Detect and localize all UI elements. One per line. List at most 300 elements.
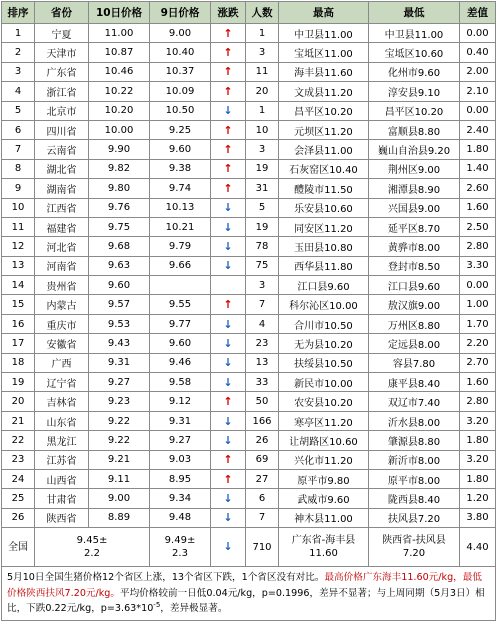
up-arrow-icon: ↑ bbox=[223, 46, 233, 60]
table-row bbox=[2, 295, 496, 314]
cell-price-10: 9.76 bbox=[89, 198, 150, 217]
cell-change bbox=[211, 198, 246, 217]
cell-count: 7 bbox=[246, 295, 279, 314]
cell-highest: 兴化市11.20 bbox=[279, 450, 369, 469]
cell-rank: 26 bbox=[2, 508, 35, 527]
cell-rank: 17 bbox=[2, 334, 35, 353]
up-arrow-icon: ↑ bbox=[223, 65, 233, 79]
cell-change bbox=[211, 334, 246, 353]
table-row bbox=[2, 431, 496, 450]
up-arrow-icon: ↑ bbox=[223, 26, 233, 40]
cell-price-9: 9.66 bbox=[150, 256, 211, 275]
cell-price-9: 9.58 bbox=[150, 373, 211, 392]
total-lowest: 陕西省-扶风县 7.20 bbox=[369, 528, 460, 567]
cell-difference: 0.00 bbox=[460, 276, 496, 295]
table-row bbox=[2, 198, 496, 217]
cell-difference: 2.70 bbox=[460, 353, 496, 372]
cell-change bbox=[211, 179, 246, 198]
cell-rank: 15 bbox=[2, 295, 35, 314]
cell-price-10: 9.53 bbox=[89, 314, 150, 333]
cell-change bbox=[211, 450, 246, 469]
table-row bbox=[2, 256, 496, 275]
cell-highest: 石灰窑区10.40 bbox=[279, 159, 369, 178]
cell-price-9: 9.03 bbox=[150, 450, 211, 469]
cell-price-9: 10.37 bbox=[150, 62, 211, 81]
table-header-row bbox=[2, 2, 496, 24]
header-highest: 最高 bbox=[279, 2, 369, 24]
cell-highest: 寒亭区11.20 bbox=[279, 411, 369, 430]
table-row bbox=[2, 140, 496, 159]
cell-price-10: 9.80 bbox=[89, 179, 150, 198]
cell-province: 江苏省 bbox=[35, 450, 89, 469]
cell-difference: 3.80 bbox=[460, 508, 496, 527]
cell-province: 贵州省 bbox=[35, 276, 89, 295]
cell-difference: 2.10 bbox=[460, 82, 496, 101]
cell-highest: 玉田县10.80 bbox=[279, 237, 369, 256]
cell-price-10: 9.31 bbox=[89, 353, 150, 372]
table-row bbox=[2, 450, 496, 469]
cell-highest: 无为县10.20 bbox=[279, 334, 369, 353]
cell-lowest: 容县7.80 bbox=[369, 353, 460, 372]
cell-price-10: 9.60 bbox=[89, 276, 150, 295]
cell-highest: 武威市9.60 bbox=[279, 489, 369, 508]
cell-count: 27 bbox=[246, 469, 279, 488]
cell-province: 广西 bbox=[35, 353, 89, 372]
total-change-arrow bbox=[211, 528, 246, 567]
cell-highest: 同安区11.20 bbox=[279, 217, 369, 236]
total-row bbox=[2, 528, 496, 567]
cell-difference: 1.80 bbox=[460, 431, 496, 450]
table-row bbox=[2, 373, 496, 392]
cell-count: 3 bbox=[246, 276, 279, 295]
cell-province: 河南省 bbox=[35, 256, 89, 275]
cell-difference: 0.40 bbox=[460, 43, 496, 62]
header-count: 人数 bbox=[246, 2, 279, 24]
up-arrow-icon: ↑ bbox=[223, 181, 233, 195]
cell-lowest: 黄骅市8.00 bbox=[369, 237, 460, 256]
up-arrow-icon: ↑ bbox=[223, 123, 233, 137]
cell-rank: 7 bbox=[2, 140, 35, 159]
cell-change bbox=[211, 411, 246, 430]
cell-count: 10 bbox=[246, 120, 279, 139]
cell-province: 黑龙江 bbox=[35, 431, 89, 450]
table-row bbox=[2, 24, 496, 43]
cell-highest: 海丰县11.60 bbox=[279, 62, 369, 81]
table-row bbox=[2, 217, 496, 236]
up-arrow-icon: ↑ bbox=[223, 84, 233, 98]
cell-price-10: 9.90 bbox=[89, 140, 150, 159]
cell-rank: 10 bbox=[2, 198, 35, 217]
table-row bbox=[2, 101, 496, 120]
cell-rank: 23 bbox=[2, 450, 35, 469]
cell-province: 江西省 bbox=[35, 198, 89, 217]
cell-difference: 1.00 bbox=[460, 295, 496, 314]
header-price-10: 10日价格 bbox=[89, 2, 150, 24]
cell-province: 吉林省 bbox=[35, 392, 89, 411]
up-arrow-icon: ↑ bbox=[223, 162, 233, 176]
cell-rank: 6 bbox=[2, 120, 35, 139]
cell-difference: 2.50 bbox=[460, 217, 496, 236]
cell-lowest: 康平县8.40 bbox=[369, 373, 460, 392]
table-row bbox=[2, 82, 496, 101]
cell-price-9: 9.12 bbox=[150, 392, 211, 411]
cell-change bbox=[211, 373, 246, 392]
cell-highest: 农安县10.20 bbox=[279, 392, 369, 411]
cell-rank: 9 bbox=[2, 179, 35, 198]
down-arrow-icon: ↓ bbox=[223, 511, 233, 525]
cell-count: 19 bbox=[246, 217, 279, 236]
cell-difference: 2.40 bbox=[460, 120, 496, 139]
up-arrow-icon: ↑ bbox=[223, 298, 233, 312]
cell-price-10: 8.89 bbox=[89, 508, 150, 527]
cell-highest: 西华县11.80 bbox=[279, 256, 369, 275]
table-row bbox=[2, 334, 496, 353]
cell-price-9: 9.34 bbox=[150, 489, 211, 508]
cell-province: 湖北省 bbox=[35, 159, 89, 178]
cell-lowest: 万州区8.80 bbox=[369, 314, 460, 333]
cell-change bbox=[211, 140, 246, 159]
cell-price-9: 9.00 bbox=[150, 24, 211, 43]
cell-price-9: 8.95 bbox=[150, 469, 211, 488]
cell-price-9: 9.48 bbox=[150, 508, 211, 527]
cell-province: 四川省 bbox=[35, 120, 89, 139]
cell-province: 北京市 bbox=[35, 101, 89, 120]
table-row bbox=[2, 489, 496, 508]
cell-price-10: 9.68 bbox=[89, 237, 150, 256]
cell-difference: 1.70 bbox=[460, 314, 496, 333]
down-arrow-icon: ↓ bbox=[223, 317, 233, 331]
cell-price-9: 9.38 bbox=[150, 159, 211, 178]
cell-lowest: 陇西县8.40 bbox=[369, 489, 460, 508]
down-arrow-icon: ↓ bbox=[223, 433, 233, 447]
cell-count: 20 bbox=[246, 82, 279, 101]
table-row bbox=[2, 159, 496, 178]
cell-lowest: 昌平区10.20 bbox=[369, 101, 460, 120]
cell-highest: 原平市9.80 bbox=[279, 469, 369, 488]
cell-lowest: 扶风县7.20 bbox=[369, 508, 460, 527]
cell-lowest: 湘潭县8.90 bbox=[369, 179, 460, 198]
cell-count: 1 bbox=[246, 101, 279, 120]
cell-lowest: 肇源县8.80 bbox=[369, 431, 460, 450]
cell-change bbox=[211, 256, 246, 275]
cell-change bbox=[211, 43, 246, 62]
pig-price-table bbox=[1, 1, 496, 621]
cell-rank: 11 bbox=[2, 217, 35, 236]
cell-lowest: 延平区8.70 bbox=[369, 217, 460, 236]
cell-province: 云南省 bbox=[35, 140, 89, 159]
summary-note: 5月10日全国生猪价格12个省区上涨，13个省区下跌，1个省区没有对比。最高价格广东海丰11.60元/kg，最低价格陕西扶风7.20元/kg。平均价格较前一日低0.04元/kg，p=0.1996，差异不显著；与上周同期（5月3日）相比，下跌0.22元/kg，$p=3.63*10^{-5}$，差异极显著。 bbox=[2, 567, 496, 621]
cell-change bbox=[211, 314, 246, 333]
cell-count: 50 bbox=[246, 392, 279, 411]
cell-count: 19 bbox=[246, 159, 279, 178]
cell-province: 天津市 bbox=[35, 43, 89, 62]
cell-lowest: 定远县8.00 bbox=[369, 334, 460, 353]
cell-change bbox=[211, 469, 246, 488]
down-arrow-icon: ↓ bbox=[223, 492, 233, 506]
cell-price-9: 9.46 bbox=[150, 353, 211, 372]
cell-rank: 16 bbox=[2, 314, 35, 333]
cell-province: 内蒙古 bbox=[35, 295, 89, 314]
cell-count: 26 bbox=[246, 431, 279, 450]
cell-rank: 18 bbox=[2, 353, 35, 372]
cell-lowest: 新沂市8.00 bbox=[369, 450, 460, 469]
cell-province: 山东省 bbox=[35, 411, 89, 430]
table-row bbox=[2, 411, 496, 430]
table-row bbox=[2, 469, 496, 488]
cell-change bbox=[211, 276, 246, 295]
cell-lowest: 兴国县9.00 bbox=[369, 198, 460, 217]
down-arrow-icon: ↓ bbox=[223, 356, 233, 370]
cell-rank: 5 bbox=[2, 101, 35, 120]
summary-note-row bbox=[2, 567, 496, 621]
cell-lowest: 中卫县11.00 bbox=[369, 24, 460, 43]
cell-change bbox=[211, 489, 246, 508]
cell-change bbox=[211, 431, 246, 450]
table-row bbox=[2, 508, 496, 527]
header-province: 省份 bbox=[35, 2, 89, 24]
cell-difference: 3.20 bbox=[460, 411, 496, 430]
table-row bbox=[2, 120, 496, 139]
cell-difference: 0.00 bbox=[460, 24, 496, 43]
cell-difference: 1.80 bbox=[460, 469, 496, 488]
cell-price-10: 9.75 bbox=[89, 217, 150, 236]
cell-difference: 0.00 bbox=[460, 101, 496, 120]
cell-rank: 22 bbox=[2, 431, 35, 450]
header-lowest: 最低 bbox=[369, 2, 460, 24]
cell-lowest: 化州市9.60 bbox=[369, 62, 460, 81]
down-arrow-icon: ↓ bbox=[223, 414, 233, 428]
cell-price-9: 9.31 bbox=[150, 411, 211, 430]
cell-highest: 文成县11.20 bbox=[279, 82, 369, 101]
cell-highest: 科尔沁区10.00 bbox=[279, 295, 369, 314]
cell-price-9: 10.13 bbox=[150, 198, 211, 217]
cell-price-10: 9.82 bbox=[89, 159, 150, 178]
cell-rank: 4 bbox=[2, 82, 35, 101]
cell-province: 甘肃省 bbox=[35, 489, 89, 508]
cell-price-9: 10.40 bbox=[150, 43, 211, 62]
cell-difference: 2.80 bbox=[460, 392, 496, 411]
cell-price-10: 10.22 bbox=[89, 82, 150, 101]
cell-change bbox=[211, 392, 246, 411]
cell-price-10: 9.23 bbox=[89, 392, 150, 411]
table-row bbox=[2, 276, 496, 295]
cell-rank: 3 bbox=[2, 62, 35, 81]
cell-highest: 中卫县11.00 bbox=[279, 24, 369, 43]
cell-count: 33 bbox=[246, 373, 279, 392]
cell-price-9: 9.77 bbox=[150, 314, 211, 333]
up-arrow-icon: ↑ bbox=[223, 453, 233, 467]
cell-difference: 1.60 bbox=[460, 373, 496, 392]
header-rank: 排序 bbox=[2, 2, 35, 24]
cell-change bbox=[211, 120, 246, 139]
cell-lowest: 宝坻区10.60 bbox=[369, 43, 460, 62]
cell-difference: 1.40 bbox=[460, 159, 496, 178]
cell-count: 6 bbox=[246, 489, 279, 508]
cell-price-10: 10.46 bbox=[89, 62, 150, 81]
cell-lowest: 沂水县8.00 bbox=[369, 411, 460, 430]
cell-rank: 24 bbox=[2, 469, 35, 488]
cell-province: 宁夏 bbox=[35, 24, 89, 43]
cell-highest: 醴陵市11.50 bbox=[279, 179, 369, 198]
cell-count: 75 bbox=[246, 256, 279, 275]
table-row bbox=[2, 353, 496, 372]
cell-change bbox=[211, 24, 246, 43]
cell-rank: 20 bbox=[2, 392, 35, 411]
table-row bbox=[2, 43, 496, 62]
cell-price-10: 11.00 bbox=[89, 24, 150, 43]
cell-province: 山西省 bbox=[35, 469, 89, 488]
cell-price-9: 9.25 bbox=[150, 120, 211, 139]
cell-count: 23 bbox=[246, 334, 279, 353]
cell-price-10: 10.87 bbox=[89, 43, 150, 62]
cell-difference: 3.20 bbox=[460, 450, 496, 469]
cell-province: 安徽省 bbox=[35, 334, 89, 353]
cell-difference: 1.80 bbox=[460, 140, 496, 159]
total-label: 全国 bbox=[2, 528, 35, 567]
cell-difference: 1.60 bbox=[460, 198, 496, 217]
cell-highest: 会泽县11.00 bbox=[279, 140, 369, 159]
cell-price-10: 9.57 bbox=[89, 295, 150, 314]
cell-rank: 21 bbox=[2, 411, 35, 430]
cell-count: 13 bbox=[246, 353, 279, 372]
cell-rank: 2 bbox=[2, 43, 35, 62]
cell-highest: 扶绥县10.50 bbox=[279, 353, 369, 372]
table-row bbox=[2, 237, 496, 256]
up-arrow-icon: ↑ bbox=[223, 472, 233, 486]
cell-price-10: 9.43 bbox=[89, 334, 150, 353]
cell-price-10: 9.63 bbox=[89, 256, 150, 275]
cell-province: 广东省 bbox=[35, 62, 89, 81]
cell-price-10: 9.22 bbox=[89, 411, 150, 430]
cell-change bbox=[211, 217, 246, 236]
cell-change bbox=[211, 82, 246, 101]
up-arrow-icon: ↑ bbox=[223, 143, 233, 157]
cell-rank: 8 bbox=[2, 159, 35, 178]
cell-difference: 3.30 bbox=[460, 256, 496, 275]
cell-lowest: 登封市8.50 bbox=[369, 256, 460, 275]
cell-price-10: 10.00 bbox=[89, 120, 150, 139]
cell-highest: 元坝区11.20 bbox=[279, 120, 369, 139]
cell-rank: 12 bbox=[2, 237, 35, 256]
cell-province: 重庆市 bbox=[35, 314, 89, 333]
cell-price-9: 9.74 bbox=[150, 179, 211, 198]
cell-count: 1 bbox=[246, 24, 279, 43]
cell-price-9: 10.50 bbox=[150, 101, 211, 120]
total-highest: 广东省-海丰县 11.60 bbox=[279, 528, 369, 567]
cell-province: 福建省 bbox=[35, 217, 89, 236]
cell-price-9: 10.21 bbox=[150, 217, 211, 236]
cell-highest: 神木县11.00 bbox=[279, 508, 369, 527]
cell-price-9: 9.79 bbox=[150, 237, 211, 256]
cell-highest: 宝坻区11.00 bbox=[279, 43, 369, 62]
cell-lowest: 江口县9.60 bbox=[369, 276, 460, 295]
cell-price-10: 9.21 bbox=[89, 450, 150, 469]
cell-change bbox=[211, 159, 246, 178]
down-arrow-icon: ↓ bbox=[223, 220, 233, 234]
down-arrow-icon: ↓ bbox=[223, 201, 233, 215]
cell-difference: 1.20 bbox=[460, 489, 496, 508]
cell-lowest: 荆州区9.00 bbox=[369, 159, 460, 178]
cell-count: 69 bbox=[246, 450, 279, 469]
cell-count: 4 bbox=[246, 314, 279, 333]
cell-lowest: 原平市8.00 bbox=[369, 469, 460, 488]
down-arrow-icon: ↓ bbox=[223, 259, 233, 273]
cell-province: 辽宁省 bbox=[35, 373, 89, 392]
cell-count: 166 bbox=[246, 411, 279, 430]
table-row bbox=[2, 179, 496, 198]
cell-province: 河北省 bbox=[35, 237, 89, 256]
cell-price-9: 9.55 bbox=[150, 295, 211, 314]
cell-province: 湖南省 bbox=[35, 179, 89, 198]
cell-difference: 2.60 bbox=[460, 179, 496, 198]
cell-province: 浙江省 bbox=[35, 82, 89, 101]
cell-lowest: 巍山自治县9.20 bbox=[369, 140, 460, 159]
header-difference: 差值 bbox=[460, 2, 496, 24]
cell-rank: 14 bbox=[2, 276, 35, 295]
cell-rank: 25 bbox=[2, 489, 35, 508]
cell-lowest: 敖汉旗9.00 bbox=[369, 295, 460, 314]
cell-highest: 江口县9.60 bbox=[279, 276, 369, 295]
cell-price-10: 9.00 bbox=[89, 489, 150, 508]
cell-province: 陕西省 bbox=[35, 508, 89, 527]
down-arrow-icon: ↓ bbox=[223, 540, 233, 554]
cell-difference: 2.00 bbox=[460, 62, 496, 81]
header-change: 涨跌 bbox=[211, 2, 246, 24]
cell-difference: 2.20 bbox=[460, 334, 496, 353]
total-price-10: 9.45± 2.2 bbox=[35, 528, 150, 567]
cell-count: 78 bbox=[246, 237, 279, 256]
down-arrow-icon: ↓ bbox=[223, 336, 233, 350]
cell-price-10: 9.27 bbox=[89, 373, 150, 392]
cell-change bbox=[211, 295, 246, 314]
cell-change bbox=[211, 237, 246, 256]
cell-count: 31 bbox=[246, 179, 279, 198]
table-row bbox=[2, 392, 496, 411]
cell-rank: 19 bbox=[2, 373, 35, 392]
cell-count: 5 bbox=[246, 198, 279, 217]
header-price-9: 9日价格 bbox=[150, 2, 211, 24]
cell-price-10: 9.22 bbox=[89, 431, 150, 450]
cell-price-9: 9.60 bbox=[150, 334, 211, 353]
up-arrow-icon: ↑ bbox=[223, 395, 233, 409]
down-arrow-icon: ↓ bbox=[223, 104, 233, 118]
cell-price-10: 9.11 bbox=[89, 469, 150, 488]
down-arrow-icon: ↓ bbox=[223, 239, 233, 253]
cell-change bbox=[211, 353, 246, 372]
cell-price-9: 10.09 bbox=[150, 82, 211, 101]
cell-highest: 合川市10.50 bbox=[279, 314, 369, 333]
cell-count: 3 bbox=[246, 43, 279, 62]
total-difference: 4.40 bbox=[460, 528, 496, 567]
cell-rank: 13 bbox=[2, 256, 35, 275]
down-arrow-icon: ↓ bbox=[223, 375, 233, 389]
cell-price-10: 10.20 bbox=[89, 101, 150, 120]
cell-highest: 新民市10.00 bbox=[279, 373, 369, 392]
cell-rank: 1 bbox=[2, 24, 35, 43]
cell-price-9: 9.60 bbox=[150, 140, 211, 159]
table-row bbox=[2, 314, 496, 333]
cell-lowest: 双辽市7.40 bbox=[369, 392, 460, 411]
cell-price-9 bbox=[150, 276, 211, 295]
total-count: 710 bbox=[246, 528, 279, 567]
cell-count: 7 bbox=[246, 508, 279, 527]
price-table-container bbox=[1, 1, 495, 621]
cell-change bbox=[211, 101, 246, 120]
cell-count: 11 bbox=[246, 62, 279, 81]
cell-price-9: 9.27 bbox=[150, 431, 211, 450]
total-price-9: 9.49± 2.3 bbox=[150, 528, 211, 567]
cell-lowest: 淳安县9.10 bbox=[369, 82, 460, 101]
